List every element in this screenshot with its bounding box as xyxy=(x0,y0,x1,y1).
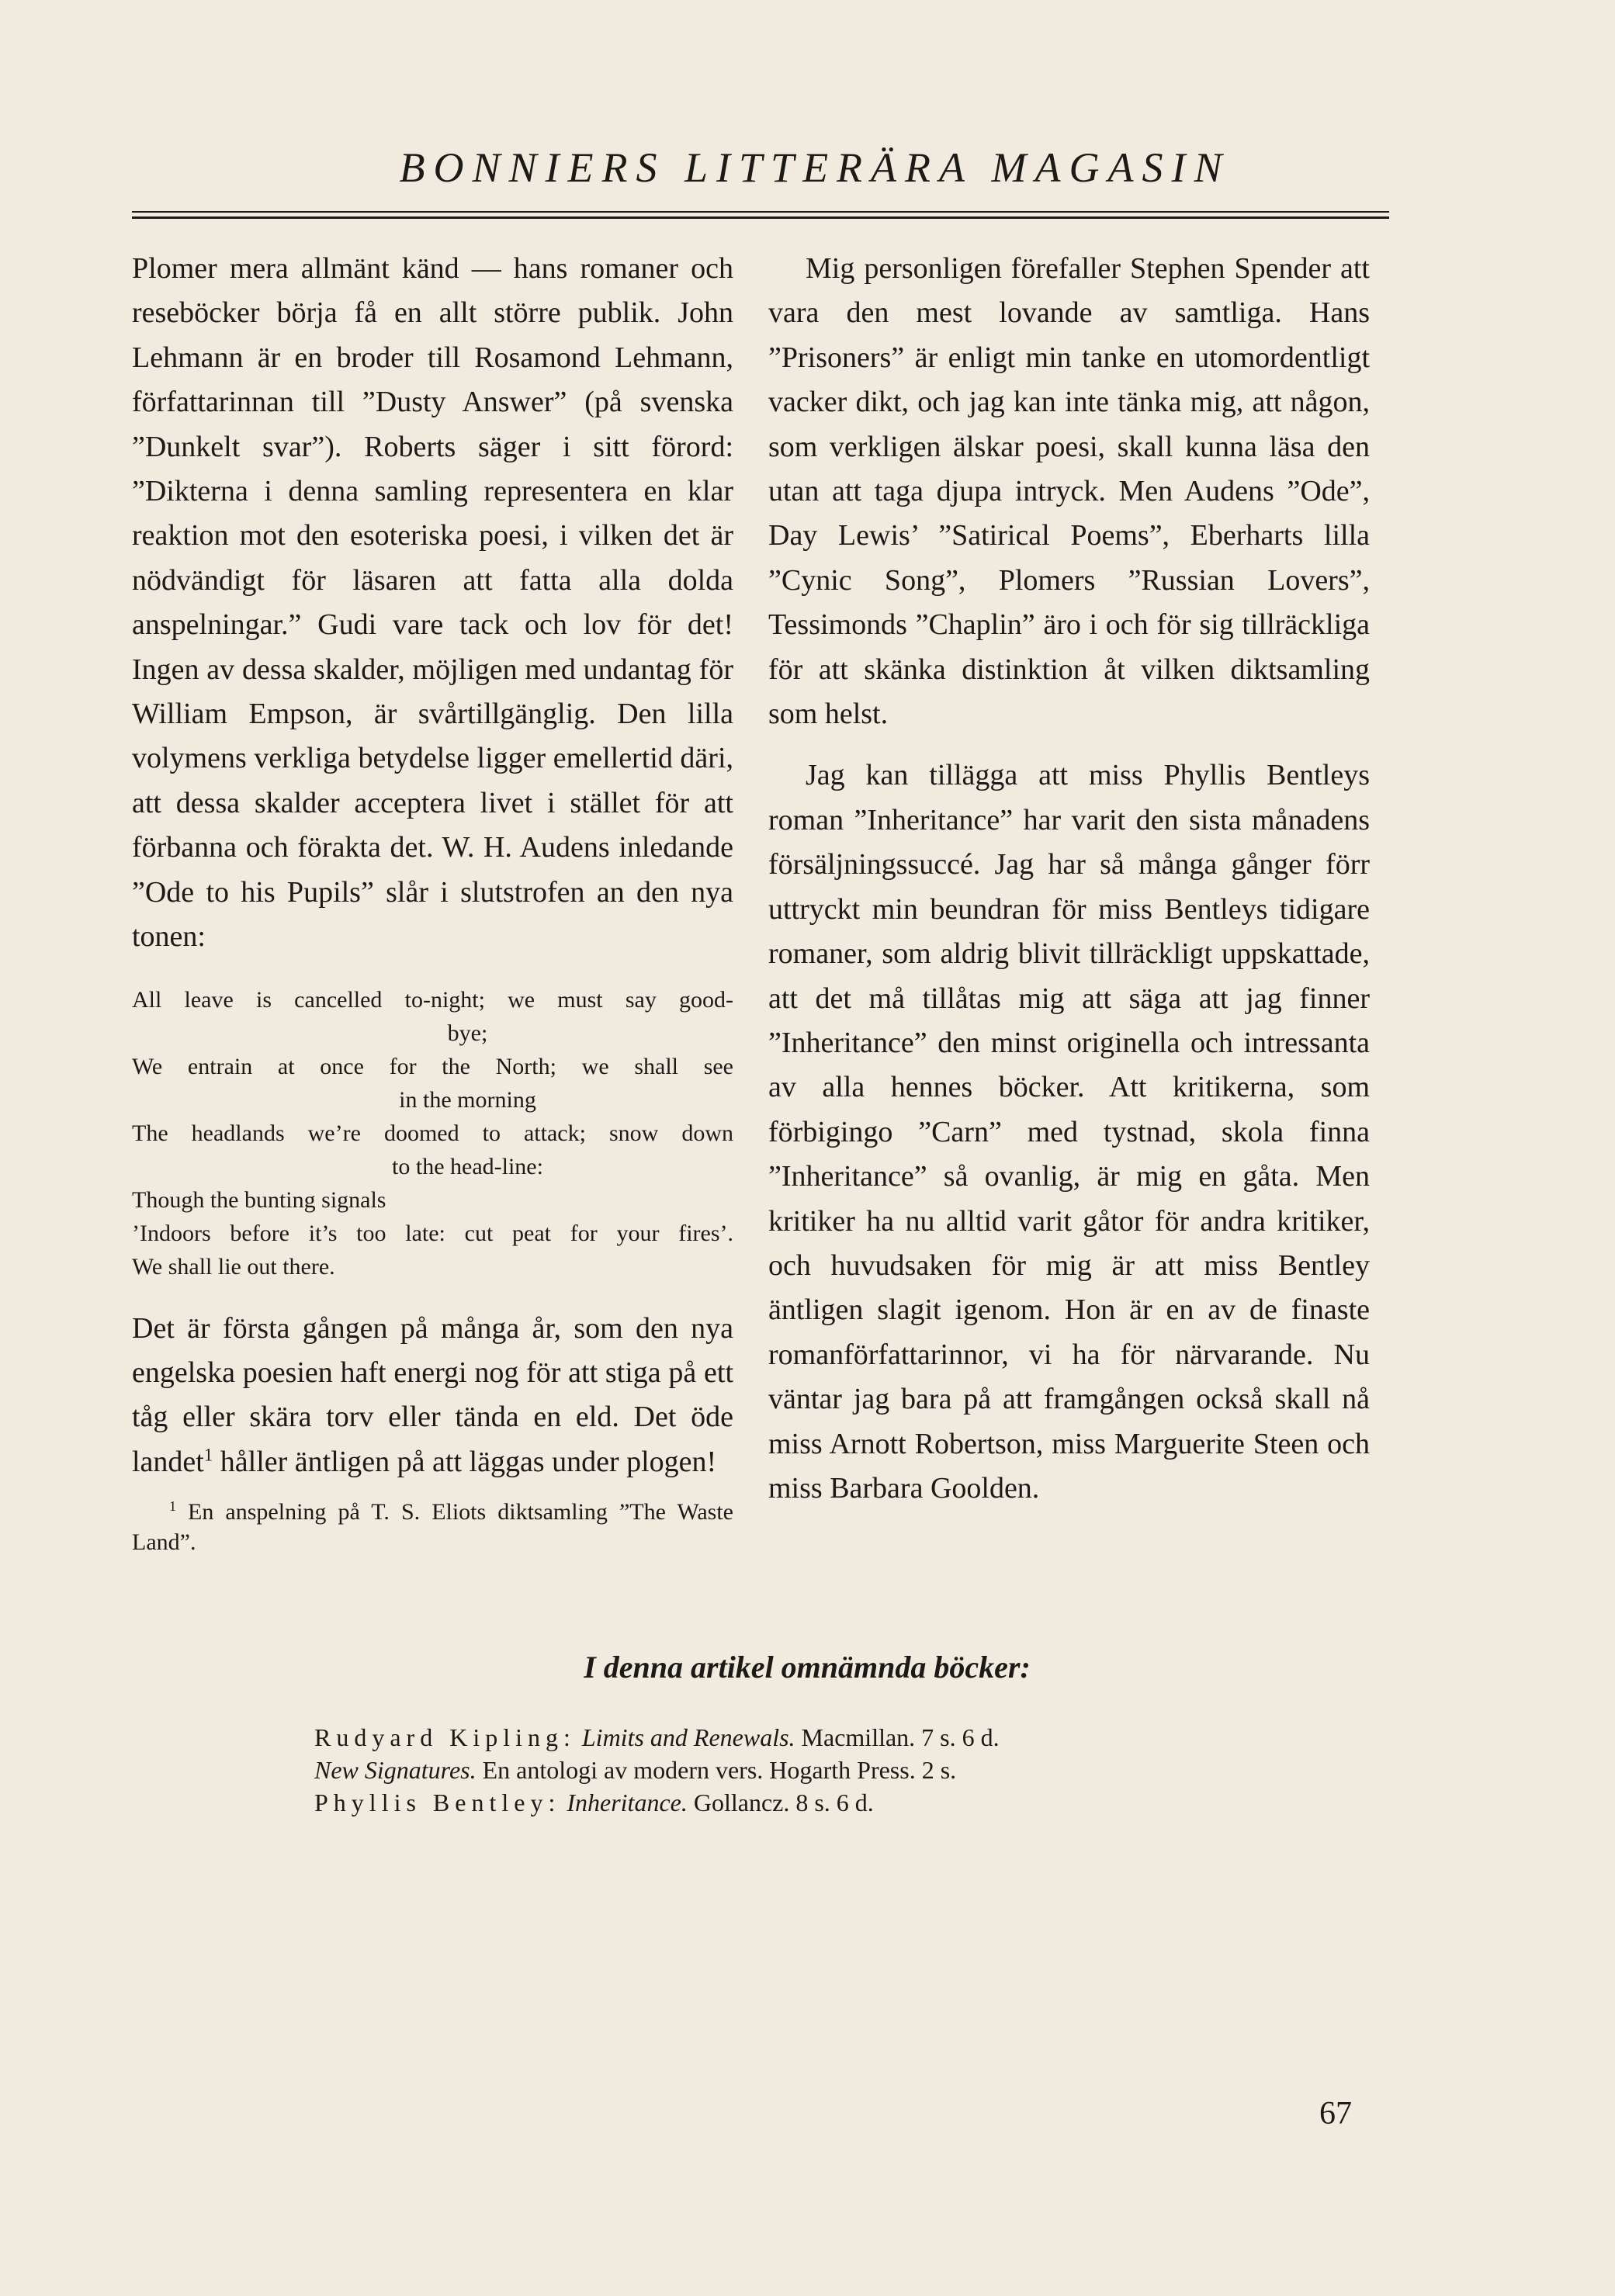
right-paragraph-1: Mig personligen förefaller Stephen Spender att vara den mest lovande av samtliga. Hans ”Prisoners” är enligt min tanke en utomordentligt vacker dikt, och jag kan inte tänka mig, att någon, som verkligen älskar poesi, skall kunna läsa den utan att taga djupa intryck. Men Audens ”Ode”, Day Lewis’ ”Satirical Poems”, Eberharts lilla ”Cynic Song”, Plomers ”Russian Lovers”, Tessimonds ”Chaplin” äro i och för sig tillräckliga för att skänka distinktion åt vilken diktsamling som helst. xyxy=(768,252,1370,731)
books-heading: I denna artikel omnämnda böcker: xyxy=(584,1650,1031,1685)
poem-line: to the head-line: xyxy=(392,1153,543,1179)
footnote xyxy=(132,1497,733,1557)
left-paragraph-2 xyxy=(132,1307,733,1485)
left-paragraph-2-end: håller äntligen på att läggas under plogen! xyxy=(213,1445,717,1478)
right-paragraph-2: Jag kan tillägga att miss Phyllis Bentleys roman ”Inheritance” har varit den sista månadens försäljningssuccé. Jag har så många gånger förr uttryckt min beundran för miss Bentleys tidigare romaner, som aldrig blivit tillräckligt uppskattade, att det må tillåtas mig att säga att jag finner ”Inheritance” den minst originella och intressanta av alla hennes böcker. Att kritikerna, som förbigingo ”Carn” med tystnad, skola finna ”Inheritance” så ovanlig, är mig en gåta. Men kritiker ha nu alltid varit gåtor för andra kritiker, och huvudsaken för mig är att miss Bentley äntligen slagit igenom. Hon är en av de finaste romanförfattarinnor, vi ha för närvarande. Nu väntar jag bara på att framgången också skall nå miss Arnott Robertson, miss Marguerite Steen och miss Barbara Goolden. xyxy=(768,759,1370,1505)
poem-line: in the morning xyxy=(399,1086,536,1113)
book-author: Rudyard Kipling: xyxy=(314,1723,576,1751)
poem-line: We shall lie out there. xyxy=(132,1253,335,1280)
right-column xyxy=(768,247,1370,1511)
page-number: 67 xyxy=(1319,2096,1352,2132)
book-details: Macmillan. 7 s. 6 d. xyxy=(795,1723,1000,1751)
book-details: Gollancz. 8 s. 6 d. xyxy=(687,1789,874,1816)
poem-line: bye; xyxy=(447,1020,488,1046)
footnote-text: En anspelning på T. S. Eliots diktsamling ”The Waste Land”. xyxy=(132,1499,733,1556)
header-rule-thick xyxy=(132,216,1389,219)
left-column xyxy=(132,247,733,1557)
book-title: New Signatures. xyxy=(314,1756,477,1784)
book-list xyxy=(314,1721,1401,1819)
poem-line: ’Indoors before it’s too late: cut peat for your fires’. xyxy=(132,1220,733,1246)
poem-quote xyxy=(132,983,733,1283)
poem-line: All leave is cancelled to-night; we must say good- xyxy=(132,986,733,1013)
book-entry xyxy=(314,1721,1401,1754)
book-entry xyxy=(314,1786,1401,1819)
poem-line: Though the bunting signals xyxy=(132,1186,386,1213)
poem-line: The headlands we’re doomed to attack; snow down xyxy=(132,1120,733,1146)
book-entry xyxy=(314,1754,1401,1786)
book-title: Limits and Renewals. xyxy=(581,1723,795,1751)
book-author: Phyllis Bentley: xyxy=(314,1789,561,1816)
running-header: BONNIERS LITTERÄRA MAGASIN xyxy=(399,144,1231,191)
book-title: Inheritance. xyxy=(567,1789,688,1816)
footnote-reference: 1 xyxy=(203,1445,213,1465)
header-rule-thin xyxy=(132,211,1389,213)
footnote-number: 1 xyxy=(169,1498,176,1515)
book-details: En antologi av modern vers. Hogarth Press. 2 s. xyxy=(476,1756,957,1784)
left-paragraph-2-start: Det är första gången på många år, som den nya engelska poesien haft energi nog för att stiga på ett tåg eller skära torv eller tända en eld. Det öde landet xyxy=(132,1311,733,1478)
left-paragraph-1: Plomer mera allmänt känd — hans romaner och reseböcker börja få en allt större publik. John Lehmann är en broder till Rosamond Lehmann, författarinnan till ”Dusty Answer” (på svenska ”Dunkelt svar”). Roberts säger i sitt förord: ”Dikterna i denna samling representera en klar reaktion mot den esoteriska poesi, i vilken det är nödvändigt för läsaren att fatta alla dolda anspelningar.” Gudi vare tack och lov för det! Ingen av dessa skalder, möjligen med undantag för William Empson, är svårtillgänglig. Den lilla volymens verkliga betydelse ligger emellertid däri, att dessa skalder acceptera livet i stället för att förbanna och förakta det. W. H. Audens inledande ”Ode to his Pupils” slår i slutstrofen an den nya tonen: xyxy=(132,252,733,954)
poem-line: We entrain at once for the North; we shall see xyxy=(132,1053,733,1079)
